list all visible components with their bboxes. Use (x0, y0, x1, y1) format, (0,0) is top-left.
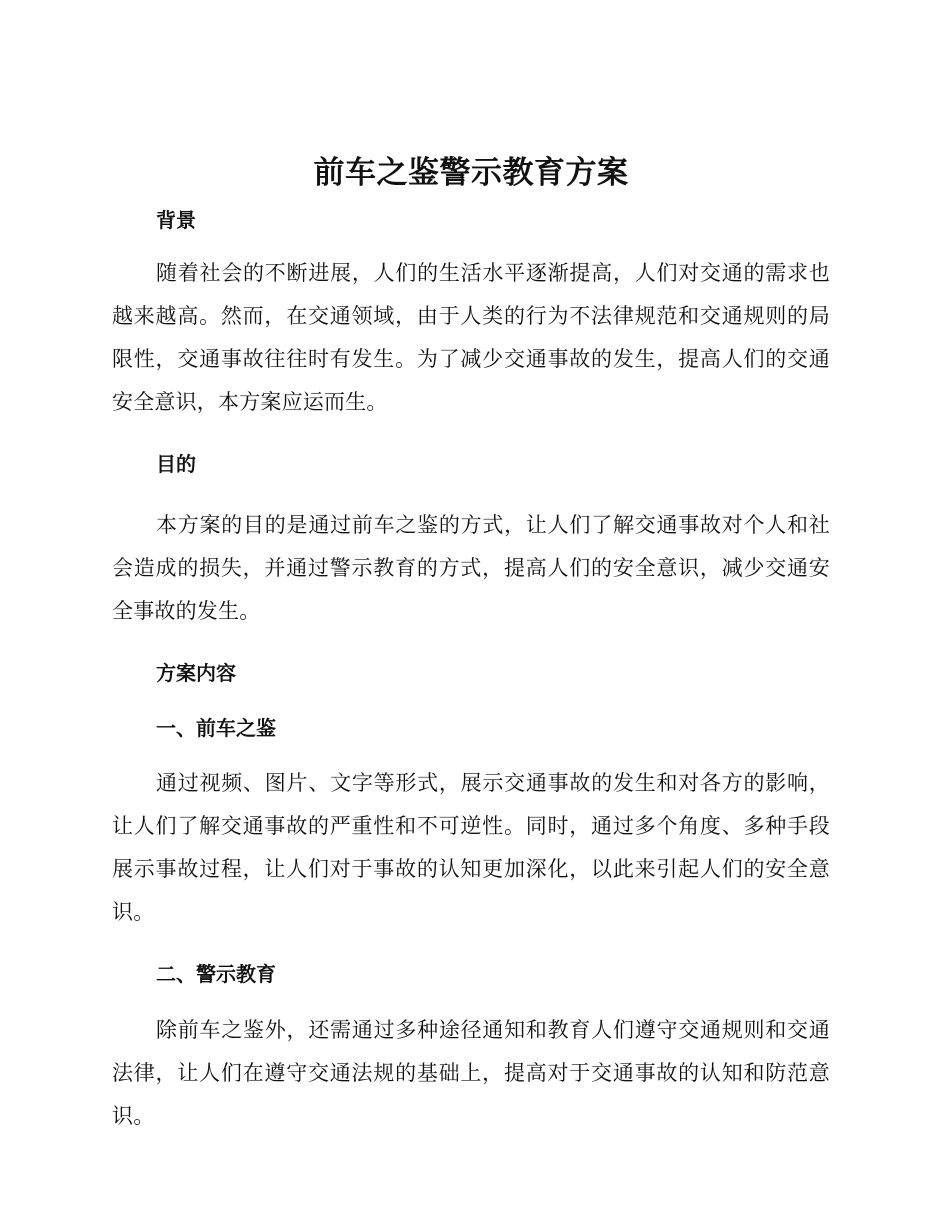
document-page (112, 150, 830, 1138)
paragraph-background: 随着社会的不断进展，人们的生活水平逐渐提高，人们对交通的需求也越来越高。然而，在交通领域，由于人类的行为不法律规范和交通规则的局限性，交通事故往往时有发生。为了减少交通事故的发生，提高人们的交通安全意识，本方案应运而生。 (112, 261, 830, 414)
document-title: 前车之鉴警示教育方案 (313, 155, 629, 191)
section-heading-background: 背景 (156, 208, 196, 232)
paragraph-part-one: 通过视频、图片、文字等形式，展示交通事故的发生和对各方的影响，让人们了解交通事故的严重性和不可逆性。同时，通过多个角度、多种手段展示事故过程，让人们对于事故的认知更加深化，以此来引起人们的安全意识。 (112, 771, 830, 924)
paragraph-part-two: 除前车之鉴外，还需通过多种途径通知和教育人们遵守交通规则和交通法律，让人们在遵守交通法规的基础上，提高对于交通事故的认知和防范意识。 (112, 1018, 830, 1128)
paragraph-purpose: 本方案的目的是通过前车之鉴的方式，让人们了解交通事故对个人和社会造成的损失，并通过警示教育的方式，提高人们的安全意识，减少交通安全事故的发生。 (112, 513, 830, 623)
subsection-heading-part-one: 一、前车之鉴 (156, 716, 276, 740)
section-heading-content: 方案内容 (156, 661, 236, 685)
section-heading-purpose: 目的 (156, 452, 196, 476)
subsection-heading-part-two: 二、警示教育 (156, 962, 276, 986)
